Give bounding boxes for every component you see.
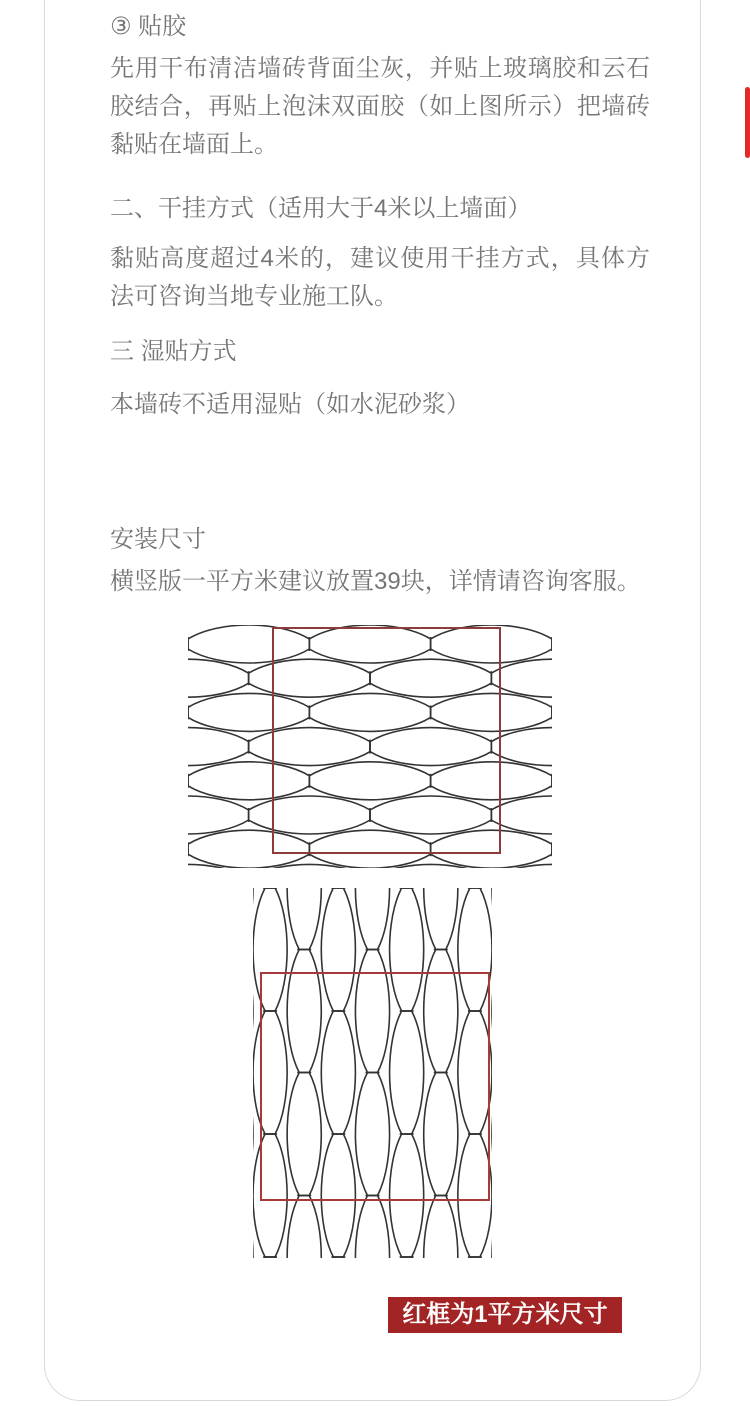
wet-paste-heading: 三 湿贴方式 — [110, 338, 237, 365]
dry-hang-heading: 二、干挂方式（适用大于4米以上墙面） — [110, 195, 532, 222]
horizontal-tile-diagram — [188, 625, 552, 868]
install-size-heading: 安装尺寸 — [110, 526, 206, 553]
step3-heading: ③ 贴胶 — [110, 13, 187, 40]
wet-paste-paragraph: 本墙砖不适用湿贴（如水泥砂浆） — [110, 391, 470, 418]
tile-mesh — [253, 888, 492, 1258]
tile-mesh — [188, 625, 552, 868]
dry-hang-paragraph: 黏贴高度超过4米的，建议使用干挂方式，具体方法可咨询当地专业施工队。 — [110, 245, 650, 310]
step3-paragraph: 先用干布清洁墙砖背面尘灰，并贴上玻璃胶和云石胶结合，再贴上泡沫双面胶（如上图所示）把墙砖黏贴在墙面上。 — [110, 55, 650, 158]
install-size-paragraph: 横竖版一平方米建议放置39块，详情请咨询客服。 — [110, 568, 641, 595]
scroll-indicator[interactable] — [745, 87, 750, 158]
vertical-tile-diagram — [253, 888, 492, 1258]
red-note-label: 红框为1平方米尺寸 — [388, 1297, 622, 1333]
